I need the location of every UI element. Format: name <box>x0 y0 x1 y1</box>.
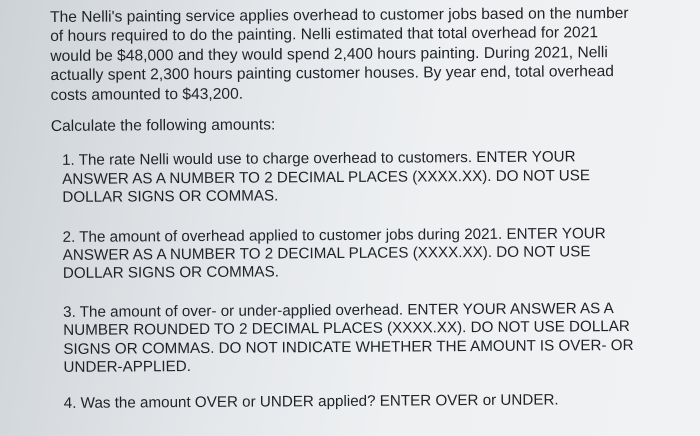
question-line: 1. The rate Nelli would use to charge overhead to customers. ENTER YOUR <box>62 148 576 170</box>
intro-line: actually spent 2,300 hours painting customer houses. By year end, total overhead <box>50 63 614 85</box>
question-line: 4. Was the amount OVER or UNDER applied? ENTER OVER or UNDER. <box>63 390 559 412</box>
question-line: DOLLAR SIGNS OR COMMAS. <box>62 187 279 207</box>
question-line: ANSWER AS A NUMBER TO 2 DECIMAL PLACES (XXXX.XX). DO NOT USE <box>62 167 591 188</box>
question-line: UNDER-APPLIED. <box>63 358 192 377</box>
intro-line: costs amounted to $43,200. <box>50 85 244 104</box>
question-line: SIGNS OR COMMAS. DO NOT INDICATE WHETHER THE AMOUNT IS OVER- OR <box>63 336 634 358</box>
question-line: 2. The amount of overhead applied to customer jobs during 2021. ENTER YOUR <box>62 224 606 246</box>
intro-paragraph <box>50 4 691 105</box>
intro-line: of hours required to do the painting. Nelli estimated that total overhead for 2021 <box>50 24 599 46</box>
question-2 <box>52 224 692 284</box>
calculate-prompt: Calculate the following amounts: <box>50 116 276 136</box>
question-line: DOLLAR SIGNS OR COMMAS. <box>62 263 279 283</box>
question-3 <box>52 299 692 377</box>
intro-line: The Nelli's painting service applies overhead to customer jobs based on the number <box>50 4 629 26</box>
document-content <box>50 4 693 413</box>
question-1 <box>51 148 691 208</box>
question-line: 3. The amount of over- or under-applied overhead. ENTER YOUR ANSWER AS A <box>63 299 614 321</box>
question-line: ANSWER AS A NUMBER TO 2 DECIMAL PLACES (XXXX.XX). DO NOT USE <box>62 243 591 264</box>
question-line: NUMBER ROUNDED TO 2 DECIMAL PLACES (XXXX.XX). DO NOT USE DOLLAR <box>63 318 630 340</box>
question-4 <box>53 390 693 413</box>
intro-line: would be $48,000 and they would spend 2,400 hours painting. During 2021, Nelli <box>50 43 608 65</box>
